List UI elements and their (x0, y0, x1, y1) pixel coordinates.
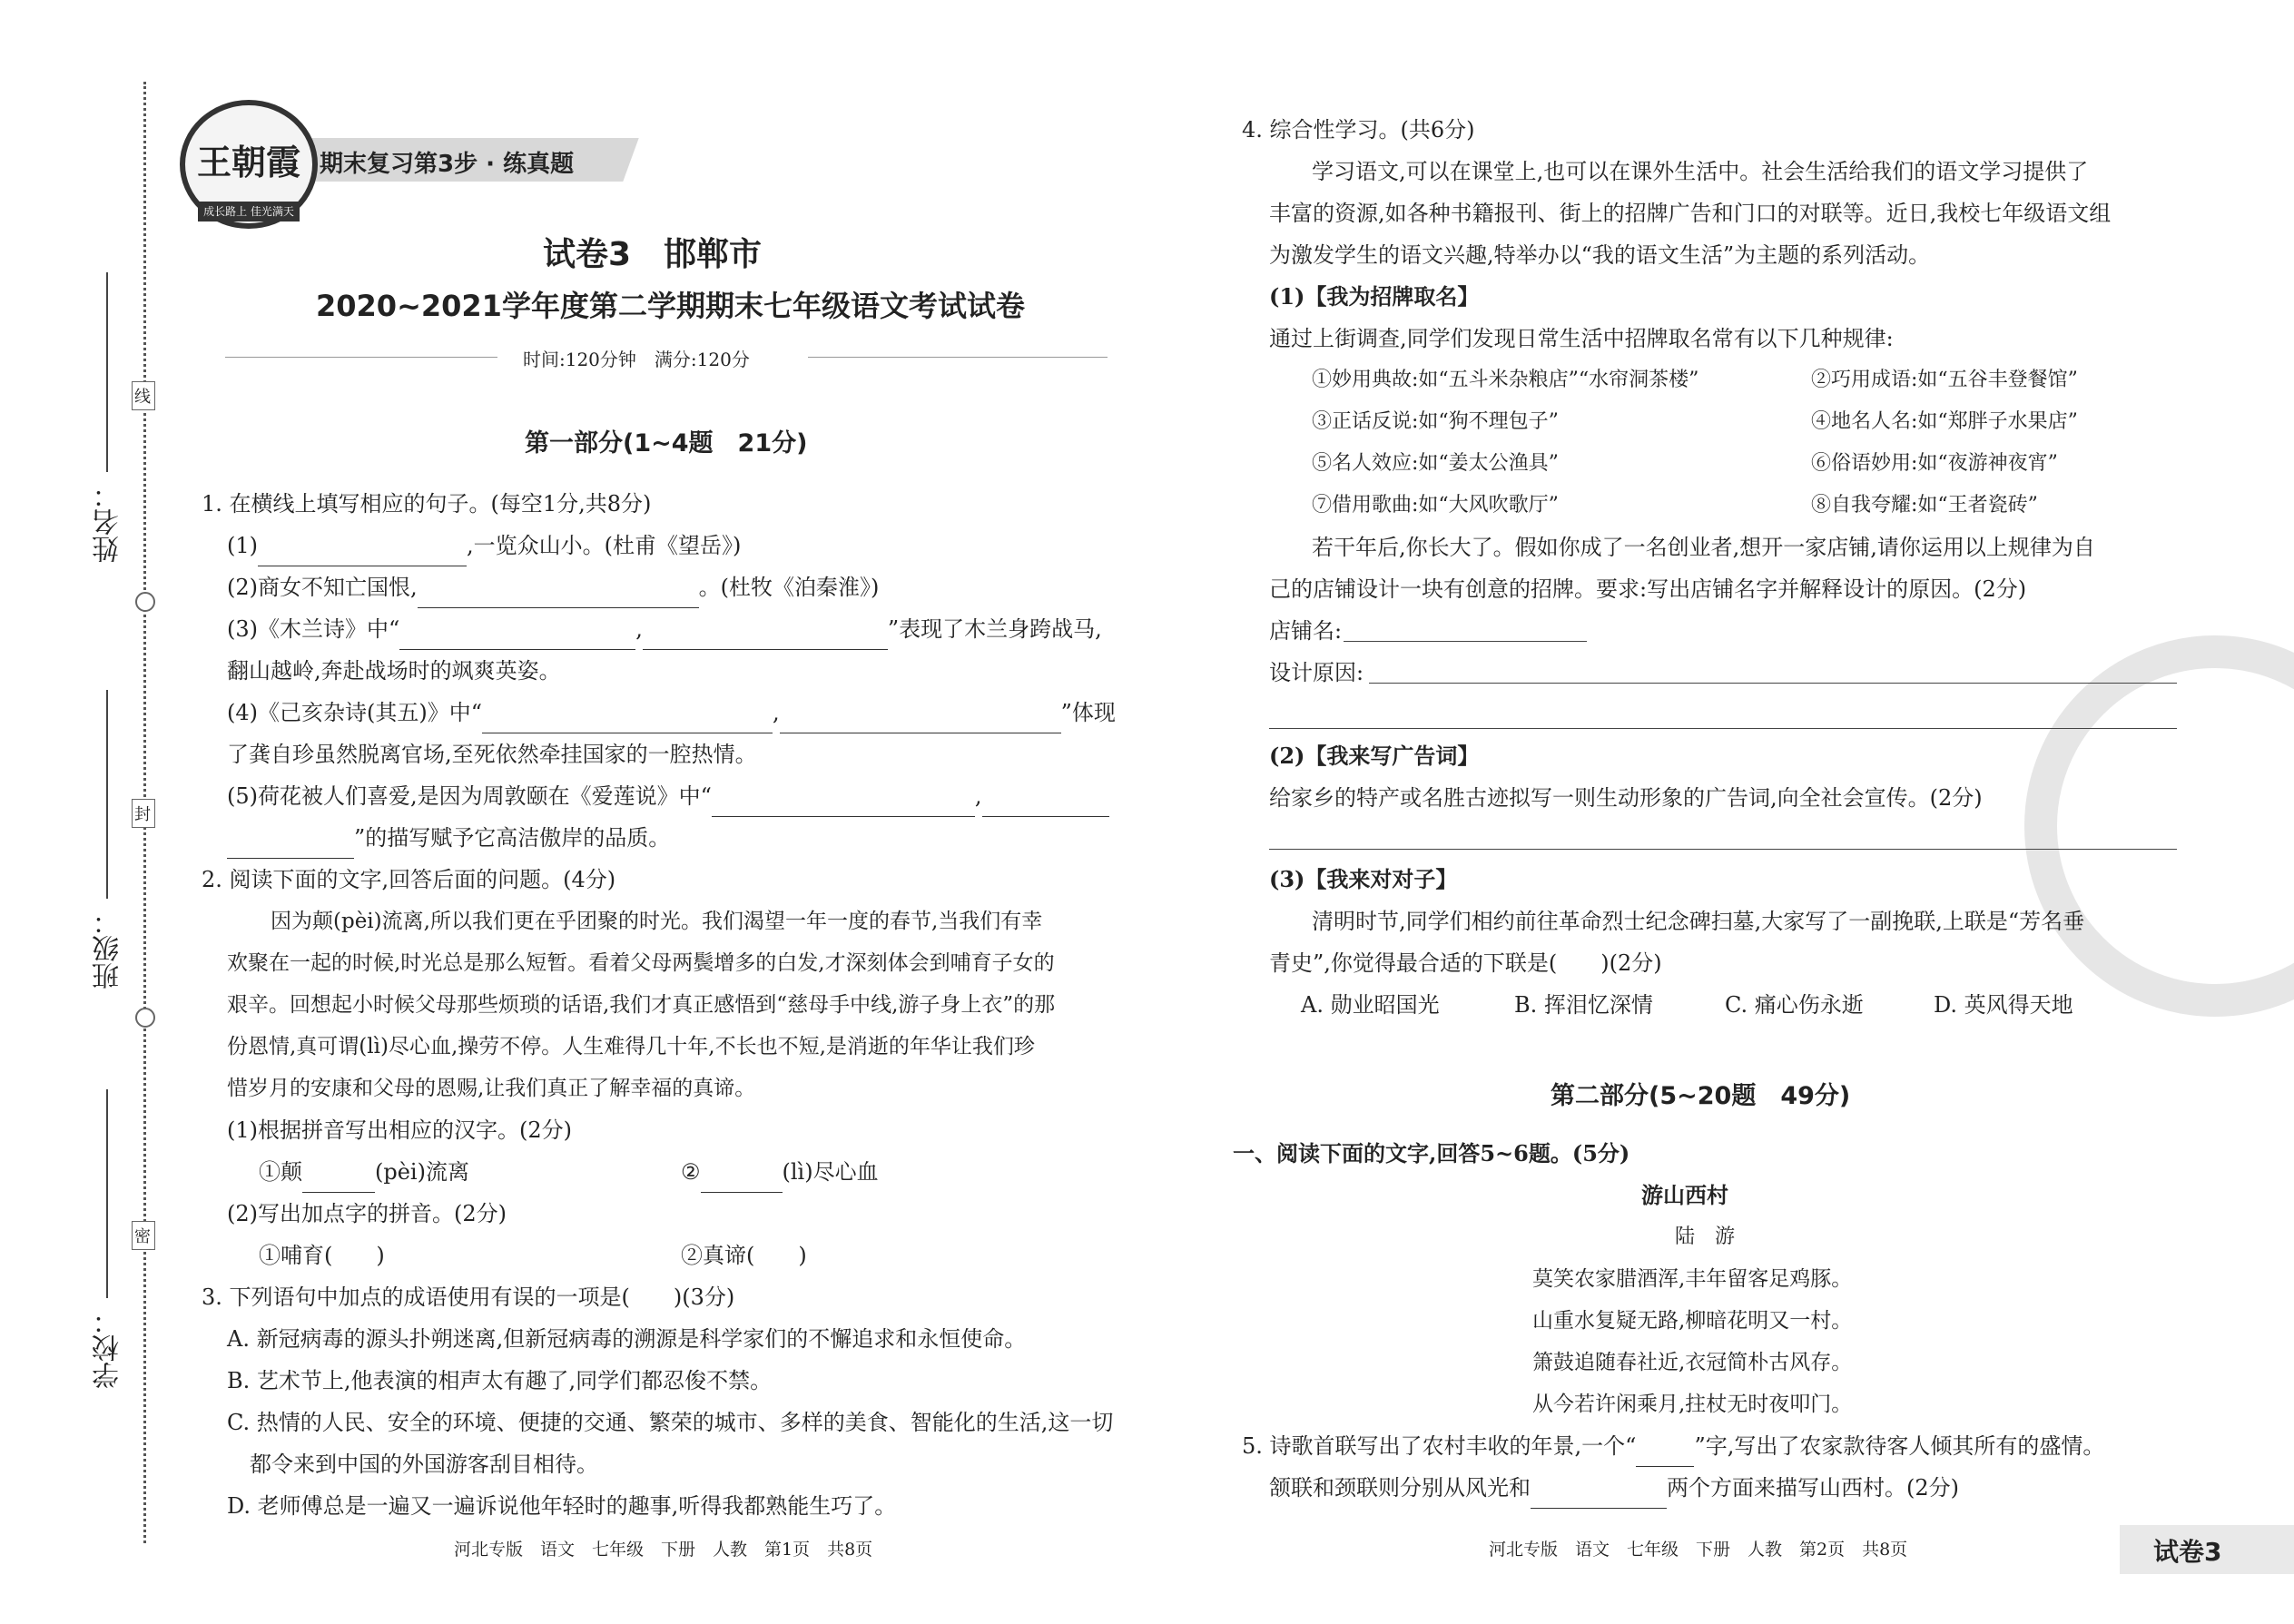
q2-sub2: (2)写出加点字的拼音。(2分) (227, 1201, 507, 1226)
q4-sub1-intro: 通过上街调查,同学们发现日常生活中招牌取名常有以下几种规律: (1269, 326, 1894, 351)
q1-s5-b: , (974, 783, 982, 809)
q3-option-a[interactable]: A. 新冠病毒的源头扑朔迷离,但新冠病毒的溯源是科学家们的不懈追求和永恒使命。 (227, 1326, 1027, 1352)
rule-3: ③正话反说:如“狗不理包子” (1312, 410, 1559, 433)
q1-s3-c: ”表现了木兰身跨战马, (887, 616, 1102, 642)
q1-blank-7[interactable] (712, 792, 975, 817)
q2-passage-5: 惜岁月的安康和父母的恩赐,让我们真正了解幸福的真谛。 (227, 1077, 756, 1100)
q5-line-2 (1269, 1467, 1959, 1509)
q4-sub1-title: (1)【我为招牌取名】 (1269, 283, 1480, 310)
q2-sub1-a (259, 1151, 469, 1193)
cut-dot-2 (135, 1008, 155, 1028)
rule-6: ⑥俗语妙用:如“夜游神夜宵” (1811, 452, 2058, 475)
cut-char-2: 封 (132, 799, 155, 828)
q1-s3-a: (3)《木兰诗》中“ (227, 616, 400, 642)
review-step-banner: 期末复习第3步 · 练真题 (320, 151, 575, 178)
cut-char-3: 密 (132, 1221, 155, 1250)
section1-title: 一、阅读下面的文字,回答5~6题。(5分) (1233, 1140, 1630, 1166)
cut-char-1: 线 (132, 381, 155, 410)
q1-s5-c: ”的描写赋予它高洁傲岸的品质。 (354, 825, 671, 851)
q4-stem: 4. 综合性学习。(共6分) (1242, 117, 1475, 143)
q4-sub3-task-1: 清明时节,同学们相约前往革命烈士纪念碑扫墓,大家写了一副挽联,上联是“芳名垂 (1312, 909, 2085, 934)
choice-b[interactable]: B. 挥泪忆深情 (1514, 992, 1653, 1018)
paper-title: 试卷3 邯郸市 (543, 236, 763, 273)
q2-stem: 2. 阅读下面的文字,回答后面的问题。(4分) (202, 867, 616, 892)
part2-heading: 第二部分(5~20题 49分) (1551, 1082, 1851, 1110)
q1-s1-b: ,一览众山小。(杜甫《望岳》) (467, 533, 742, 558)
choice-c[interactable]: C. 痛心伤永逝 (1725, 992, 1864, 1018)
q1-s4-c: ”体现 (1060, 700, 1116, 725)
reason-label: 设计原因: (1269, 660, 1364, 685)
q2-passage-2: 欢聚在一起的时候,时光总是那么短暂。看着父母两鬓增多的白发,才深刻体会到哺育子女的 (227, 951, 1055, 975)
q1-s4-b: , (773, 700, 780, 725)
logo-ribbon: 成长路上 佳光满天 (198, 202, 300, 221)
q4-intro-1: 学习语文,可以在课堂上,也可以在课外生活中。社会生活给我们的语文学习提供了 (1312, 159, 2089, 184)
q1-s3-d: 翻山越岭,奔赴战场时的飒爽英姿。 (227, 658, 561, 684)
q2-sub1: (1)根据拼音写出相应的汉字。(2分) (227, 1117, 572, 1143)
q5-blank-2[interactable] (1531, 1484, 1667, 1509)
q4-sub2-task: 给家乡的特产或名胜古迹拟写一则生动形象的广告词,向全社会宣传。(2分) (1269, 785, 1983, 811)
q1-blank-8b[interactable] (227, 834, 354, 859)
rule-4: ④地名人名:如“郑胖子水果店” (1811, 410, 2078, 433)
q2-sub2-a: ①哺育( ) (259, 1243, 385, 1268)
poem-line-1: 莫笑农家腊酒浑,丰年留客足鸡豚。 (1532, 1267, 1853, 1291)
q2-passage-4: 份恩情,真可谓(lì)尽心血,操劳不停。人生难得几十年,不长也不短,是消逝的年华让我们珍 (227, 1035, 1035, 1058)
q2-sub2-b: ②真谛( ) (681, 1243, 807, 1268)
part1-heading: 第一部分(1~4题 21分) (525, 429, 808, 458)
poem-line-4: 从今若许闲乘月,拄杖无时夜叩门。 (1532, 1393, 1853, 1416)
q1-blank-3[interactable] (399, 625, 635, 650)
q4-intro-3: 为激发学生的语文兴趣,特举办以“我的语文生活”为主题的系列活动。 (1269, 242, 1931, 268)
q5-c: 颔联和颈联则分别从风光和 (1269, 1475, 1531, 1501)
q4-sub2-title: (2)【我来写广告词】 (1269, 743, 1480, 769)
q1-line2 (227, 566, 879, 608)
class-label: 班级： (93, 908, 124, 989)
class-field[interactable] (106, 690, 108, 899)
rule-5: ⑤名人效应:如“姜太公渔具” (1312, 452, 1559, 475)
q1-blank-6[interactable] (780, 709, 1061, 733)
ad-field[interactable] (1269, 849, 2177, 850)
q1-line5b (227, 817, 670, 859)
reason-field-2[interactable] (1269, 728, 2177, 729)
q1-blank-2[interactable] (418, 584, 699, 608)
shop-name-field[interactable] (1344, 641, 1587, 642)
poem-line-2: 山重水复疑无路,柳暗花明又一村。 (1532, 1309, 1853, 1333)
q2-passage-1: 因为颠(pèi)流离,所以我们更在乎团聚的时光。我们渴望一年一度的春节,当我们有幸 (271, 910, 1043, 933)
shop-name-label: 店铺名: (1269, 618, 1343, 644)
q3-stem: 3. 下列语句中加点的成语使用有误的一项是( )(3分) (202, 1284, 735, 1310)
logo-text: 王朝霞 (196, 142, 300, 182)
q1-s3-b: , (635, 616, 643, 642)
q1-s4-d: 了龚自珍虽然脱离官场,至死依然牵挂国家的一腔热情。 (227, 742, 757, 767)
rule-8: ⑧自我夸耀:如“王者瓷砖” (1811, 494, 2038, 517)
q4-sub1-task-2: 己的店铺设计一块有创意的招牌。要求:写出店铺名字并解释设计的原因。(2分) (1269, 576, 2027, 602)
q5-line-1 (1242, 1425, 2104, 1467)
q1-s2-b: 。(杜牧《泊秦淮》) (698, 575, 880, 600)
q1-blank-4[interactable] (643, 625, 888, 650)
name-field[interactable] (106, 272, 108, 472)
q1-line3 (227, 608, 1102, 650)
q3-option-c-1[interactable]: C. 热情的人民、安全的环境、便捷的交通、繁荣的城市、多样的美食、智能化的生活,这一切 (227, 1410, 1114, 1435)
q1-line4 (227, 692, 1116, 733)
q5-a: 5. 诗歌首联写出了农村丰收的年景,一个“ (1242, 1433, 1637, 1459)
q1-s1-a: (1) (227, 533, 258, 558)
q2-blank-b[interactable] (701, 1168, 783, 1193)
paper-tab-label: 试卷3 (2153, 1537, 2222, 1567)
q1-line5 (227, 775, 1109, 817)
q2-sub1-b2: (lì)尽心血 (782, 1159, 879, 1185)
school-label: 学校： (93, 1307, 124, 1389)
q1-s4-a: (4)《己亥杂诗(其五)》中“ (227, 700, 482, 725)
name-label: 姓名： (93, 481, 124, 563)
poem-line-3: 箫鼓追随春社近,衣冠简朴古风存。 (1532, 1351, 1853, 1374)
rule-right (808, 357, 1108, 358)
reason-field-1[interactable] (1369, 683, 2177, 684)
exam-title: 2020~2021学年度第二学期期末七年级语文考试试卷 (316, 289, 1025, 323)
rule-1: ①妙用典故:如“五斗米杂粮店”“水帘洞茶楼” (1312, 369, 1699, 391)
q4-sub1-task-1: 若干年后,你长大了。假如你成了一名创业者,想开一家店铺,请你运用以上规律为自 (1312, 535, 2095, 560)
time-info: 时间:120分钟 满分:120分 (523, 349, 750, 370)
rule-7: ⑦借用歌曲:如“大风吹歌厅” (1312, 494, 1559, 517)
cut-dot-1 (135, 592, 155, 612)
school-field[interactable] (106, 1089, 108, 1298)
q3-option-c-2[interactable]: 都令来到中国的外国游客刮目相待。 (250, 1452, 598, 1477)
q4-intro-2: 丰富的资源,如各种书籍报刊、街上的招牌广告和门口的对联等。近日,我校七年级语文组 (1269, 201, 2112, 226)
q5-b: ”字,写出了农家款待客人倾其所有的盛情。 (1694, 1433, 2105, 1459)
poem-title: 游山西村 (1641, 1183, 1728, 1208)
q1-stem: 1. 在横线上填写相应的句子。(每空1分,共8分) (202, 491, 652, 517)
q2-sub1-a1: ①颠 (259, 1159, 302, 1185)
rule-left (225, 357, 497, 358)
choice-a[interactable]: A. 勋业昭国光 (1301, 992, 1440, 1018)
q2-sub1-b (681, 1151, 879, 1193)
watermark-seal (2024, 635, 2294, 1017)
q1-s5-a: (5)荷花被人们喜爱,是因为周敦颐在《爱莲说》中“ (227, 783, 712, 809)
q1-blank-1[interactable] (258, 542, 467, 566)
choice-d[interactable]: D. 英风得天地 (1934, 992, 2073, 1018)
q3-option-d[interactable]: D. 老师傅总是一遍又一遍诉说他年轻时的趣事,听得我都熟能生巧了。 (227, 1493, 897, 1519)
poem-author: 陆 游 (1675, 1225, 1736, 1248)
q1-line1 (227, 525, 741, 566)
q1-s2-a: (2)商女不知亡国恨, (227, 575, 418, 600)
footer-left: 河北专版 语文 七年级 下册 人教 第1页 共8页 (454, 1540, 873, 1560)
q5-d: 两个方面来描写山西村。(2分) (1667, 1475, 1959, 1501)
q4-sub3-title: (3)【我来对对子】 (1269, 866, 1458, 892)
q2-sub1-b1: ② (681, 1159, 701, 1185)
q2-sub1-a2: (pèi)流离 (375, 1159, 469, 1185)
q3-option-b[interactable]: B. 艺术节上,他表演的相声太有趣了,同学们都忍俊不禁。 (227, 1368, 773, 1393)
q2-blank-a[interactable] (302, 1168, 375, 1193)
q5-blank-1[interactable] (1636, 1442, 1694, 1467)
q4-sub3-task-2: 青史”,你觉得最合适的下联是( )(2分) (1269, 950, 1662, 976)
rule-2: ②巧用成语:如“五谷丰登餐馆” (1811, 369, 2078, 391)
q1-blank-8a[interactable] (982, 792, 1109, 817)
q2-passage-3: 艰辛。回想起小时候父母那些烦琐的话语,我们才真正感悟到“慈母手中线,游子身上衣”的那 (227, 993, 1056, 1017)
q1-blank-5[interactable] (482, 709, 773, 733)
footer-right: 河北专版 语文 七年级 下册 人教 第2页 共8页 (1489, 1540, 1908, 1560)
